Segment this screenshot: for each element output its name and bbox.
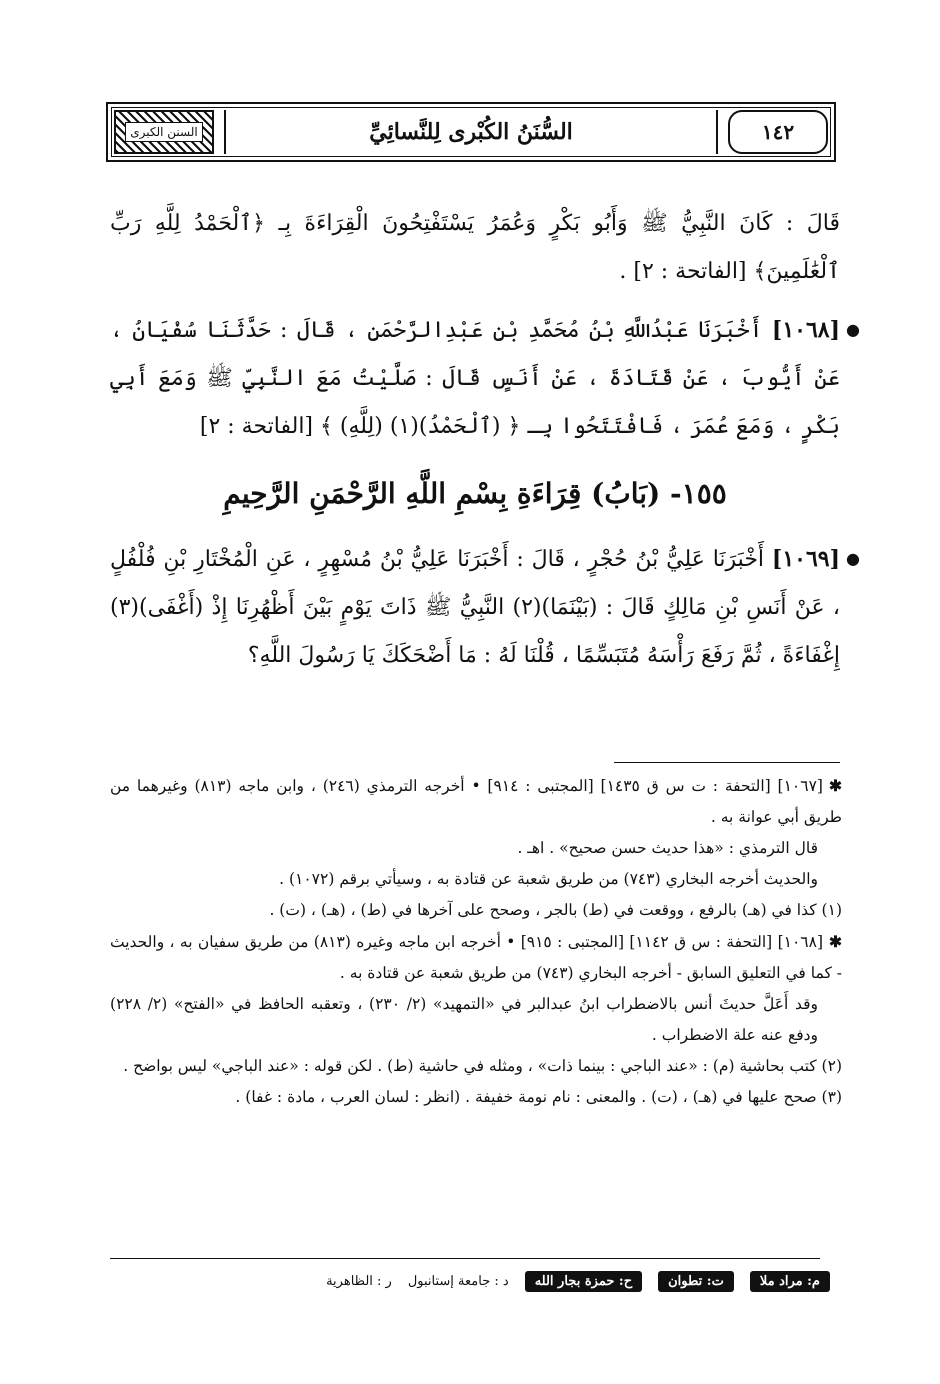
hadith-continuation: قَالَ : كَانَ النَّبِيُّ ﷺ وَأَبُو بَكْرٍ وَعُمَرُ يَسْتَفْتِحُونَ الْقِرَاءَةَ بِـ ﴿ٱلْحَمْدُ لِلَّهِ رَبِّ ٱلْعَٰلَمِينَ﴾ [الفاتحة : ٢] . (110, 211, 840, 284)
main-text (110, 200, 860, 694)
footnote-1: (١) كذا في (هـ) بالرفع ، ووقعت في (ط) بالجر ، وصحح على آخرها في (ط) ، (هـ) ، (ت) . (269, 901, 842, 919)
star-icon: ✱ (829, 932, 842, 951)
star-icon: ✱ (828, 776, 842, 795)
footnote-1067: ✱[١٠٦٧] [التحفة : ت س ق ١٤٣٥] [المجتبى : ٩١٤] • أخرجه الترمذي (٢٤٦) ، وابن ماجه (٨١٣) وغيرهما من طريق أبي عوانة به . (110, 776, 842, 826)
footnote-1068: ✱[١٠٦٨] [التحفة : س ق ١١٤٢] [المجتبى : ٩١٥] • أخرجه ابن ماجه وغيره (٨١٣) من طريق سفيان به ، والحديث - كما في التعليق السابق - أخرجه البخاري (٧٤٣) من طريق شعبة عن قتادة به . (110, 932, 842, 982)
siglum-r: ر : الظاهرية (326, 1273, 392, 1289)
siglum-m: م: مراد ملا (750, 1271, 830, 1292)
book-title: السُّنَنُ الكُبْرى لِلنَّسائِيِّ (224, 110, 718, 154)
siglum-h: ح: حمزة بجار الله (525, 1271, 642, 1292)
footnotes (110, 770, 842, 1113)
footer-separator (110, 1258, 820, 1259)
manuscript-sigla (130, 1266, 830, 1296)
footnote-1068-idtirab: وقد أَعَلَّ حديثَ أنس بالاضطراب ابنُ عبدالبر في «التمهيد» (٢/ ٢٣٠) ، وتعقبه الحافظ في «الفتح» (٢/ ٢٢٨) ودفع عنه علة الاضطراب . (110, 995, 818, 1044)
page-number: ١٤٢ (728, 110, 828, 154)
hadith-1069 (110, 535, 860, 680)
footnote-1067-bukhari: والحديث أخرجه البخاري (٧٤٣) من طريق شعبة عن قتادة به ، وسيأتي برقم (١٠٧٢) . (279, 870, 818, 888)
hadith-text: أَخْبَرَنَا عَلِيُّ بْنُ حُجْرٍ ، قَالَ : أَخْبَرَنَا عَلِيُّ بْنُ مُسْهِرٍ ، عَنِ الْمُخْتَارِ بْنِ فُلْفُلٍ ، عَنْ أَنَسِ بْنِ مَالِكٍ قَالَ : (بَيْنَمَا)(٢) النَّبِيُّ ﷺ ذَاتَ يَوْمٍ بَيْنَ أَظْهُرِنَا إِذْ (أَغْفَى)(٣) إِغْفَاءَةً ، ثُمَّ رَفَعَ رَأْسَهُ مُتَبَسِّمًا ، قُلْنَا لَهُ : مَا أَضْحَكَكَ يَا رَسُولَ اللَّهِ؟ (110, 547, 841, 668)
footnote-separator (614, 762, 840, 763)
footnote-2: (٢) كتب بحاشية (م) : «عند الباجي : بينما ذات» ، ومثله في حاشية (ط) . لكن قوله : «عند الباجي» ليس بواضح . (123, 1057, 842, 1075)
siglum-d: د : جامعة إستانبول (407, 1273, 509, 1289)
chapter-heading: ١٥٥- (بَابُ) قِرَاءَةِ بِسْمِ اللَّهِ الرَّحْمَنِ الرَّحِيمِ (223, 477, 727, 510)
ornament-label: السنن الكبرى (125, 122, 203, 142)
header-ornament-left (114, 110, 214, 154)
page-header (106, 102, 836, 162)
siglum-t: ت: تطوان (658, 1271, 734, 1292)
hadith-text: أَخْبَرَنَا عَبْدُاللَّهِ بْنُ مُحَمَّدِ بْنِ عَبْدِالرَّحْمَنِ ، قَالَ : حَدَّثَنَا سُفْيَانُ ، عَنْ أَيُّوبَ ، عَنْ قَتَادَةَ ، عَنْ أَنَسٍ قَالَ : صَلَّيْتُ مَعَ النَّبِيِّ ﷺ وَمَعَ أَبِي بَكْرٍ ، وَمَعَ عُمَرَ ، فَافْتَتَحُوا بِـ ﴿ (ٱلْحَمْدُ)(١) (لِلَّهِ) ﴾ [الفاتحة : ٢] (110, 318, 840, 439)
hadith-number: [١٠٦٩] (771, 546, 841, 572)
hadith-1068 (110, 306, 860, 451)
hadith-number: [١٠٦٨] (771, 317, 840, 343)
bullet-icon: ● (846, 549, 860, 568)
footnote-1067-tirmidhi: قال الترمذي : «هذا حديث حسن صحيح» . اهـ . (517, 839, 818, 857)
footnote-3: (٣) صحح عليها في (هـ) ، (ت) . والمعنى : نام نومة خفيفة . (انظر : لسان العرب ، مادة : غفا) . (235, 1088, 842, 1106)
bullet-icon: ● (846, 320, 860, 339)
